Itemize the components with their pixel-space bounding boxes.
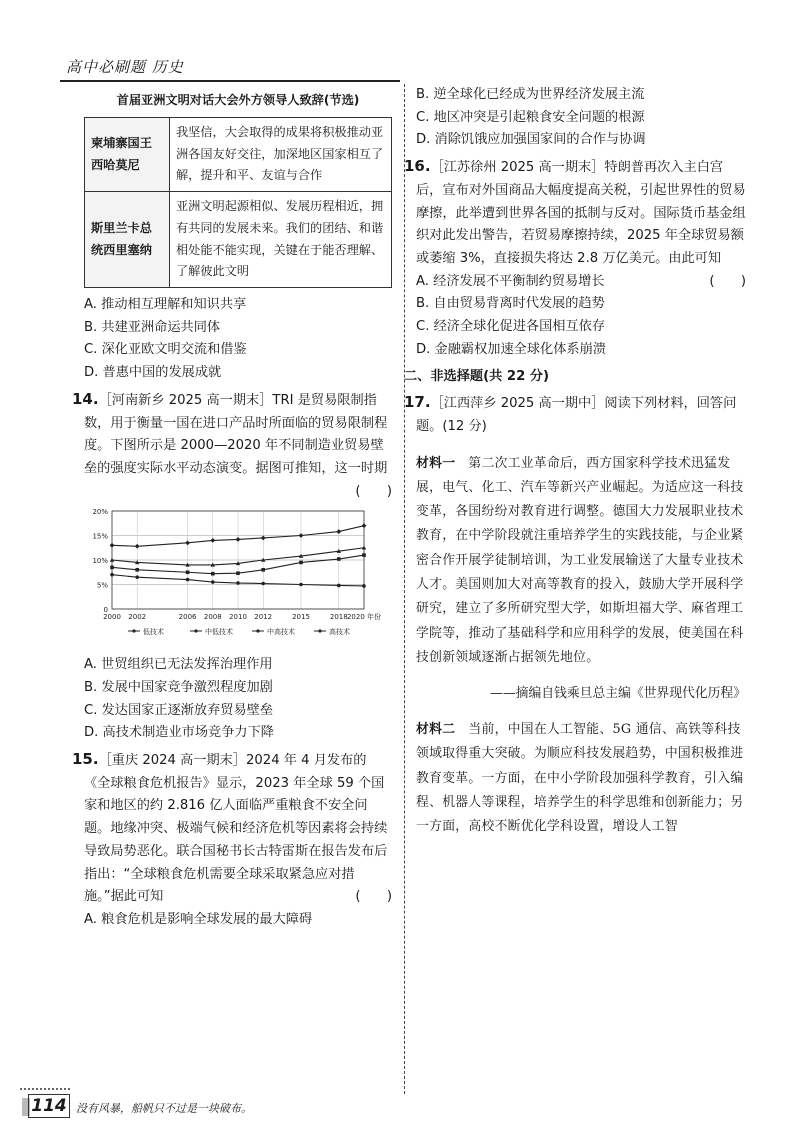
data-point — [299, 561, 303, 565]
data-point — [135, 544, 140, 549]
data-point — [236, 537, 241, 542]
option[interactable]: A. 粮食危机是影响全球发展的最大障碍 — [84, 911, 313, 927]
material-label: 材料二 — [416, 721, 456, 737]
right-column — [404, 84, 746, 852]
question-stem: 阅读下列材料，回答问题。(12 分) — [416, 396, 737, 435]
y-tick-label: 5% — [96, 581, 108, 590]
answer-paren[interactable]: ( ) — [355, 889, 392, 905]
q13-options — [84, 294, 392, 385]
data-point — [135, 576, 139, 580]
data-point — [210, 538, 215, 543]
x-tick-label: 2002 — [128, 613, 147, 622]
legend-label: 中低技术 — [205, 628, 233, 637]
speaker-cell: 斯里兰卡总统西里塞纳 — [85, 192, 170, 288]
option[interactable]: C. 发达国家正逐渐放弃贸易壁垒 — [84, 702, 274, 718]
question-stem: TRI 是贸易限制指数，用于衡量一国在进口产品时所面临的贸易限制程度。下图所示是 2000—2020 年不同制造业贸易壁垒的强度实际水平动态演变。据图可推知，这一时期 — [84, 392, 388, 477]
x-tick-label: 2020 年份 — [346, 613, 382, 622]
material-source: ——摘编自钱乘旦总主编《世界现代化历程》 — [490, 686, 746, 702]
table-row — [85, 192, 392, 288]
table-title: 首届亚洲文明对话大会外方领导人致辞(节选) — [116, 93, 360, 107]
data-point — [110, 573, 114, 577]
question-number: 15. — [72, 749, 99, 768]
option[interactable]: B. 逆全球化已经成为世界经济发展主流 — [416, 87, 645, 102]
page-number: 114 — [28, 1094, 70, 1118]
question-stem: 特朗普再次入主白宫后，宣布对外国商品大幅度提高关税，引起世界性的贸易摩擦，此举遭到世界各国的抵制与反对。国际货币基金组织对此发出警告，若贸易摩擦持续，2025 年全球贸易额或萎缩 3%，直接损失将达 2.8 万亿美元。由此可知 — [416, 160, 746, 267]
data-point — [186, 571, 190, 575]
data-point — [299, 534, 304, 539]
line-chart — [82, 503, 392, 643]
data-point — [337, 584, 341, 588]
speech-cell: 我坚信，大会取得的成果将积极推动亚洲各国友好交往，加深地区国家相互了解，提升和平、友谊与合作 — [170, 117, 392, 191]
option[interactable]: D. 普惠中国的发展成就 — [84, 365, 222, 381]
x-tick-label: 2000 — [103, 613, 121, 622]
question-stem: 2024 年 4 月发布的《全球粮食危机报告》显示，2023 年全球 59 个国家和地区的约 2.816 亿人面临严重粮食不安全问题。地缘冲突、极端气候和经济危机等因素将会持续导致局势恶化。联合国秘书长古特雷斯在报告发布后指出：“全球粮食危机需要全球采取紧急应对措施。”据此可知 — [84, 752, 388, 905]
left-column — [72, 88, 392, 932]
data-point — [261, 582, 265, 586]
option[interactable]: C. 地区冲突是引起粮食安全问题的根源 — [416, 109, 645, 125]
legend-label: 中高技术 — [267, 628, 295, 637]
x-tick-label: 2018 — [329, 613, 348, 622]
x-tick-label: 2006 — [178, 613, 197, 622]
legend-label: 高技术 — [329, 628, 350, 637]
data-point — [261, 568, 265, 572]
material-2 — [416, 718, 746, 840]
data-point — [185, 541, 190, 546]
page-header-title: 高中必刷题 历史 — [66, 58, 184, 76]
option[interactable]: D. 金融霸权加速全球化体系崩溃 — [416, 341, 606, 357]
data-point — [336, 530, 341, 535]
legend-marker — [318, 630, 321, 633]
footer-slogan: 没有风暴，船帆只不过是一块破布。 — [76, 1102, 252, 1115]
legend-label: 低技术 — [143, 628, 164, 637]
speech-table — [84, 117, 392, 288]
data-point — [362, 585, 366, 589]
data-point — [299, 583, 303, 587]
speech-cell: 亚洲文明起源相似、发展历程相近，拥有共同的发展未来。我们的团结、和谐相处能不能实现，关键在于能否理解、了解彼此文明 — [170, 192, 392, 288]
question-number: 14. — [72, 389, 99, 408]
x-tick-label: 2015 — [292, 613, 310, 622]
option[interactable]: D. 消除饥饿应加强国家间的合作与协调 — [416, 132, 646, 148]
option[interactable]: A. 经济发展不平衡制约贸易增长 — [416, 273, 605, 289]
data-point — [362, 554, 366, 558]
option[interactable]: B. 共建亚洲命运共同体 — [84, 319, 221, 335]
y-tick-label: 15% — [92, 532, 108, 541]
question-source: ［江苏徐州 2025 高一期末］ — [430, 160, 605, 176]
column-divider — [404, 84, 405, 1094]
data-point — [211, 581, 215, 585]
data-point — [110, 566, 114, 570]
legend-marker — [256, 630, 259, 633]
option[interactable]: C. 经济全球化促进各国相互依存 — [416, 319, 606, 335]
option[interactable]: A. 推动相互理解和知识共享 — [84, 297, 247, 313]
option[interactable]: C. 深化亚欧文明交流和借鉴 — [84, 342, 247, 358]
option[interactable]: B. 自由贸易背离时代发展的趋势 — [416, 296, 605, 312]
data-point — [135, 568, 139, 572]
question-number: 16. — [404, 157, 431, 176]
answer-paren[interactable]: ( ) — [709, 273, 746, 289]
data-point — [110, 543, 115, 548]
x-tick-label: 2008 — [203, 613, 222, 622]
data-point — [261, 536, 266, 541]
legend-marker — [132, 630, 135, 633]
data-point — [236, 572, 240, 576]
y-tick-label: 20% — [92, 508, 108, 517]
option[interactable]: A. 世贸组织已无法发挥治理作用 — [84, 657, 273, 673]
data-point — [362, 524, 367, 529]
data-point — [211, 572, 215, 576]
x-tick-label: 2012 — [254, 613, 273, 622]
y-tick-label: 0 — [103, 606, 108, 615]
y-tick-label: 10% — [92, 557, 108, 566]
material-label: 材料一 — [416, 455, 456, 471]
material-text: 第二次工业革命后，西方国家科学技术迅猛发展，电气、化工、汽车等新兴产业崛起。为适应这一科技变革，各国纷纷对教育进行调整。德国大力发展职业技术教育，在中学阶段就注重培养学生的实践技能，与企业紧密合作开展学徒制培训，为工业发展输送了大量专业技术人才。美国则加大对高等教育的投入，鼓励大学开展科学研究，建立了多所研究型大学，如斯坦福大学、麻省理工学院等，推动了基础科学和应用科学的发展，使美国在科技创新领域逐渐占据领先地位。 — [416, 455, 744, 666]
question-source: ［重庆 2024 高一期末］ — [98, 752, 247, 768]
answer-paren[interactable]: ( ) — [355, 483, 392, 499]
section-heading: 二、非选择题(共 22 分) — [404, 368, 550, 384]
question-number: 17. — [404, 393, 431, 412]
material-text: 当前，中国在人工智能、5G 通信、高铁等科技领域取得重大突破。为顺应科技发展趋势，中国积极推进教育变革。一方面，在中小学阶段加强科学教育，引入编程、机器人等课程，培养学生的科学思维和创新能力；另一方面，高校不断优化学科设置，增设人工智 — [416, 721, 744, 835]
question-source: ［河南新乡 2025 高一期末］ — [98, 392, 273, 408]
header-rule — [60, 80, 400, 82]
material-1 — [416, 452, 746, 671]
x-tick-label: 2010 — [229, 613, 247, 622]
tri-chart — [82, 485, 392, 652]
speaker-cell: 柬埔寨国王西哈莫尼 — [85, 117, 170, 191]
data-point — [186, 578, 190, 582]
data-point — [236, 582, 240, 586]
question-17 — [404, 390, 746, 439]
question-14 — [72, 387, 392, 499]
option[interactable]: D. 高技术制造业市场竞争力下降 — [84, 725, 274, 741]
option[interactable]: B. 发展中国家竞争激烈程度加剧 — [84, 679, 273, 695]
question-15 — [72, 747, 392, 909]
question-source: ［江西萍乡 2025 高一期中］ — [430, 396, 605, 412]
q14-options — [84, 654, 392, 745]
data-point — [337, 558, 341, 562]
table-row — [85, 117, 392, 191]
legend-marker — [194, 630, 197, 633]
